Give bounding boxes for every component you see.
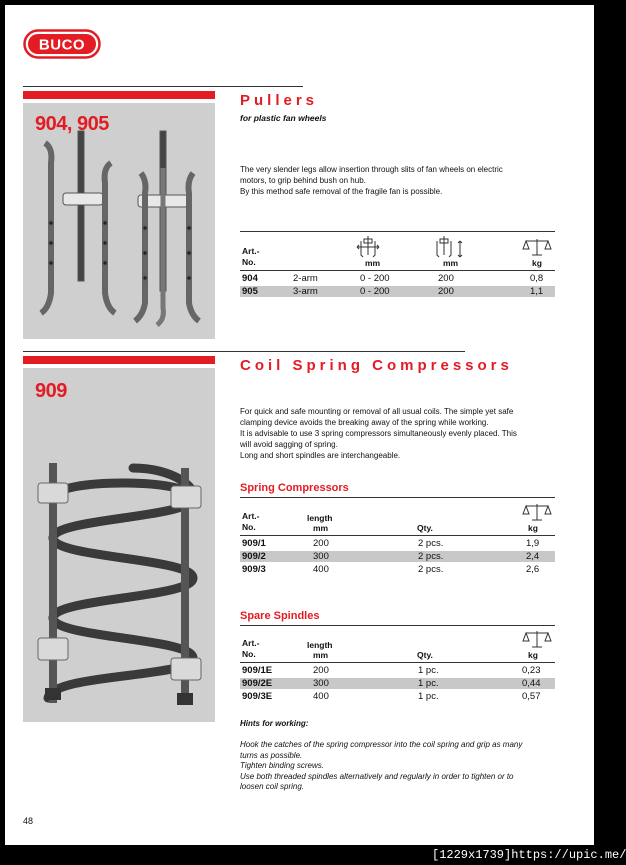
col-art-header: Art.-	[242, 511, 260, 521]
hint-line: turns as possible.	[240, 750, 303, 760]
cell-depth: 200	[438, 273, 454, 284]
pullers-desc-line: The very slender legs allow insertion through slits of fan wheels on electric	[240, 165, 503, 174]
col-art-header-no: No.	[242, 649, 256, 659]
buco-logo	[23, 29, 101, 59]
cell-art: 904	[242, 273, 258, 284]
footer-watermark: [1229x1739]https://upic.me/	[432, 848, 626, 862]
col-art-header-no: No.	[242, 522, 256, 532]
col-depth-unit: mm	[443, 258, 459, 268]
cell-length: 200	[313, 538, 329, 549]
table-rule	[240, 625, 555, 626]
coil-desc-line: Long and short spindles are interchangeable.	[240, 451, 401, 460]
cell-type: 3-arm	[293, 286, 318, 297]
col-length-header: length	[307, 513, 333, 523]
cell-length: 300	[313, 678, 329, 689]
coil-desc-line: will avoid sagging of spring.	[240, 440, 338, 449]
col-art-header-no: No.	[242, 257, 256, 267]
cell-art: 909/2E	[242, 678, 273, 689]
table-rule	[240, 497, 555, 498]
col-art-header: Art.-	[242, 246, 260, 256]
coil-desc-line: clamping device avoids the breaking away of the spring while working.	[240, 418, 489, 427]
catalog-page	[5, 5, 594, 845]
cell-weight: 2,6	[526, 564, 540, 575]
cell-length: 200	[313, 665, 329, 676]
coil-title: Coil Spring Compressors	[240, 357, 513, 374]
coil-product-number: 909	[35, 380, 67, 402]
cell-weight: 1,1	[530, 286, 544, 297]
col-weight-unit: kg	[528, 650, 538, 660]
col-span-unit: mm	[365, 258, 381, 268]
cell-weight: 1,9	[526, 538, 540, 549]
hint-line: loosen coil spring.	[240, 782, 305, 791]
cell-art: 909/3	[242, 564, 266, 575]
hint-line: Hook the catches of the spring compressor into the coil spring and grip as many	[240, 740, 523, 749]
table-rule	[240, 231, 555, 232]
cell-depth: 200	[438, 286, 454, 297]
table-row	[240, 691, 555, 702]
col-art-header: Art.-	[242, 638, 260, 648]
section-red-bar	[23, 91, 215, 99]
puller-depth-icon	[433, 235, 467, 259]
coil-description	[240, 406, 570, 461]
table-row	[240, 273, 555, 284]
spring-compressors-title: Spring Compressors	[240, 482, 349, 494]
pullers-description	[240, 164, 560, 197]
cell-type: 2-arm	[293, 273, 318, 284]
cell-span: 0 - 200	[360, 273, 390, 284]
cell-weight: 2,4	[526, 551, 540, 562]
pullers-desc-line: By this method safe removal of the fragile fan is possible.	[240, 187, 443, 196]
table-header-rule	[240, 662, 555, 663]
cell-qty: 2 pcs.	[418, 564, 444, 575]
cell-span: 0 - 200	[360, 286, 390, 297]
coil-desc-line: For quick and safe mounting or removal of all usual coils. The simple yet safe	[240, 407, 514, 416]
cell-weight: 0,23	[522, 665, 541, 676]
section-rule-top	[23, 86, 303, 87]
pullers-subtitle: for plastic fan wheels	[240, 113, 327, 123]
page-number: 48	[23, 816, 34, 826]
spare-spindles-title: Spare Spindles	[240, 610, 320, 622]
col-weight-unit: kg	[528, 523, 538, 533]
cell-length: 300	[313, 551, 329, 562]
puller-span-icon	[355, 235, 381, 259]
table-row	[240, 538, 555, 549]
cell-weight: 0,57	[522, 691, 541, 702]
table-header-rule	[240, 535, 555, 536]
coil-illustration	[23, 368, 215, 722]
section-rule-top	[23, 351, 465, 352]
col-length-unit: mm	[313, 650, 329, 660]
section-red-bar	[23, 356, 215, 364]
table-row	[240, 678, 555, 689]
col-length-unit: mm	[313, 523, 329, 533]
coil-desc-line: It is advisable to use 3 spring compressors simultaneously evenly placed. This	[240, 429, 517, 438]
hint-line: Tighten binding screws.	[240, 761, 324, 770]
cell-art: 909/1	[242, 538, 266, 549]
table-row	[240, 286, 555, 297]
hints-title: Hints for working:	[240, 719, 309, 728]
pullers-illustration	[23, 103, 215, 339]
pullers-title: Pullers	[240, 92, 319, 109]
cell-art: 909/2	[242, 551, 266, 562]
scale-icon	[523, 629, 551, 649]
hint-line: Use both threaded spindles alternatively and regularly in order to tighten or to	[240, 771, 514, 781]
col-qty-header: Qty.	[417, 523, 433, 533]
cell-qty: 1 pc.	[418, 691, 439, 702]
pullers-desc-line: motors, to grip behind bush on hub.	[240, 176, 366, 185]
cell-length: 400	[313, 564, 329, 575]
coil-photo	[23, 368, 215, 722]
table-header-rule	[240, 270, 555, 271]
cell-qty: 2 pcs.	[418, 551, 444, 562]
table-row	[240, 551, 555, 562]
cell-art: 905	[242, 286, 258, 297]
cell-qty: 2 pcs.	[418, 538, 444, 549]
hints-text	[240, 740, 570, 793]
pullers-photo	[23, 103, 215, 339]
cell-weight: 0,8	[530, 273, 544, 284]
col-weight-unit: kg	[532, 258, 542, 268]
col-qty-header: Qty.	[417, 650, 433, 660]
table-row	[240, 564, 555, 575]
cell-length: 400	[313, 691, 329, 702]
table-row	[240, 665, 555, 676]
scale-icon	[523, 237, 551, 257]
pullers-product-number: 904, 905	[35, 113, 109, 135]
cell-weight: 0,44	[522, 678, 541, 689]
scale-icon	[523, 502, 551, 522]
cell-qty: 1 pc.	[418, 678, 439, 689]
cell-art: 909/1E	[242, 665, 273, 676]
brand-text: BUCO	[38, 36, 86, 54]
col-length-header: length	[307, 640, 333, 650]
cell-art: 909/3E	[242, 691, 273, 702]
cell-qty: 1 pc.	[418, 665, 439, 676]
